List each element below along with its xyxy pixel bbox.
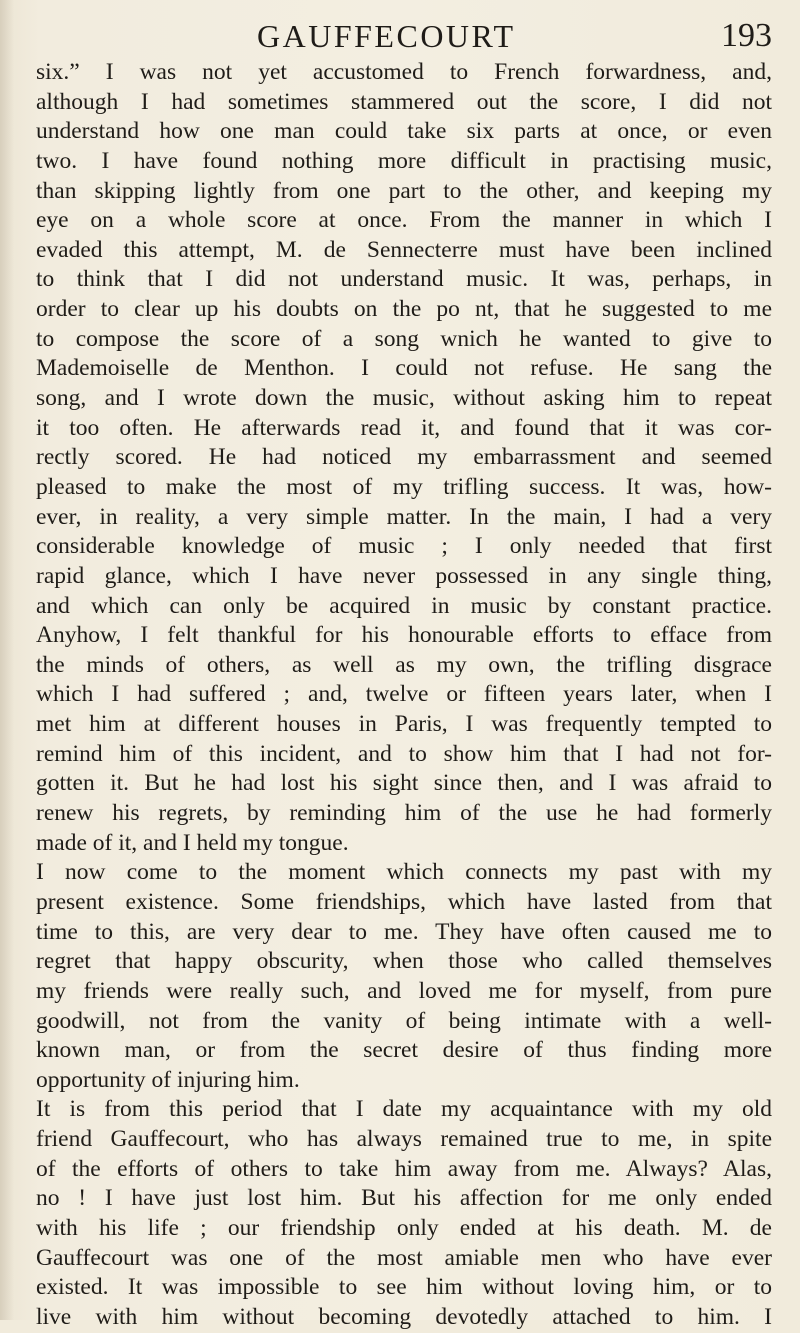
text-line: rectly scored. He had noticed my embarrassment and seemed [36, 444, 772, 471]
text-line: renew his regrets, by reminding him of the use he had formerly [36, 800, 772, 827]
text-line: gotten it. But he had lost his sight since then, and I was afraid to [36, 770, 772, 797]
text-line: of the efforts of others to take him away from me. Always? Alas, [36, 1155, 772, 1182]
text-line: it too often. He afterwards read it, and found that it was cor- [36, 414, 772, 441]
body-text [36, 58, 772, 1333]
text-line: than skipping lightly from one part to the other, and keeping my [36, 177, 772, 204]
text-line: six.” I was not yet accustomed to French forwardness, and, [36, 59, 772, 85]
text-line: and which can only be acquired in music by constant practice. [36, 592, 772, 619]
text-line: considerable knowledge of music ; I only needed that first [36, 533, 772, 560]
text-line: to think that I did not understand music. It was, perhaps, in [36, 266, 772, 293]
text-line: Anyhow, I felt thankful for his honourable efforts to efface from [36, 622, 772, 649]
text-line: live with him without becoming devotedly attached to him. I [36, 1303, 772, 1330]
text-line: to compose the score of a song wnich he wanted to give to [36, 325, 772, 352]
binding-shadow [0, 0, 14, 1320]
text-line: Gauffecourt was one of the most amiable men who have ever [36, 1244, 772, 1271]
text-line: eye on a whole score at once. From the manner in which I [36, 207, 772, 234]
text-line: remind him of this incident, and to show him that I had not for- [36, 740, 772, 767]
text-line: It is from this period that I date my acquaintance with my old [36, 1096, 772, 1123]
text-line: regret that happy obscurity, when those who called themselves [36, 948, 772, 975]
text-line: although I had sometimes stammered out the score, I did not [36, 88, 772, 115]
text-line: no ! I have just lost him. But his affection for me only ended [36, 1185, 772, 1212]
text-line: my friends were really such, and loved me for myself, from pure [36, 977, 772, 1004]
text-line: friend Gauffecourt, who has always remained true to me, in spite [36, 1126, 772, 1153]
text-line: time to this, are very dear to me. They have often caused me to [36, 918, 772, 945]
text-line: Mademoiselle de Menthon. I could not refuse. He sang the [36, 355, 772, 382]
text-line: with his life ; our friendship only ended at his death. M. de [36, 1214, 772, 1241]
text-line: rapid glance, which I have never possessed in any single thing, [36, 562, 772, 589]
text-line: the minds of others, as well as my own, the trifling disgrace [36, 651, 772, 678]
text-line: ever, in reality, a very simple matter. In the main, I had a very [36, 503, 772, 530]
text-line: evaded this attempt, M. de Sennecterre must have been inclined [36, 236, 772, 263]
text-line: present existence. Some friendships, which have lasted from that [36, 888, 772, 915]
text-line: understand how one man could take six parts at once, or even [36, 118, 772, 145]
text-line: which I had suffered ; and, twelve or fifteen years later, when I [36, 681, 772, 708]
page-number: 193 [721, 17, 772, 54]
running-title: GAUFFECOURT [257, 18, 516, 54]
text-line: goodwill, not from the vanity of being intimate with a well- [36, 1007, 772, 1034]
text-line: existed. It was impossible to see him without loving him, or to [36, 1274, 772, 1301]
text-line: met him at different houses in Paris, I was frequently tempted to [36, 711, 772, 738]
text-line: I now come to the moment which connects my past with my [36, 859, 772, 886]
text-line: made of it, and I held my tongue. [36, 829, 349, 856]
text-line: song, and I wrote down the music, without asking him to repeat [36, 385, 772, 412]
text-line: pleased to make the most of my trifling success. It was, how- [36, 473, 772, 500]
text-line: two. I have found nothing more difficult in practising music, [36, 147, 772, 174]
text-line: order to clear up his doubts on the po nt, that he suggested to me [36, 296, 772, 323]
text-line: known man, or from the secret desire of thus finding more [36, 1037, 772, 1064]
running-header [0, 14, 800, 58]
text-line: opportunity of injuring him. [36, 1066, 300, 1093]
